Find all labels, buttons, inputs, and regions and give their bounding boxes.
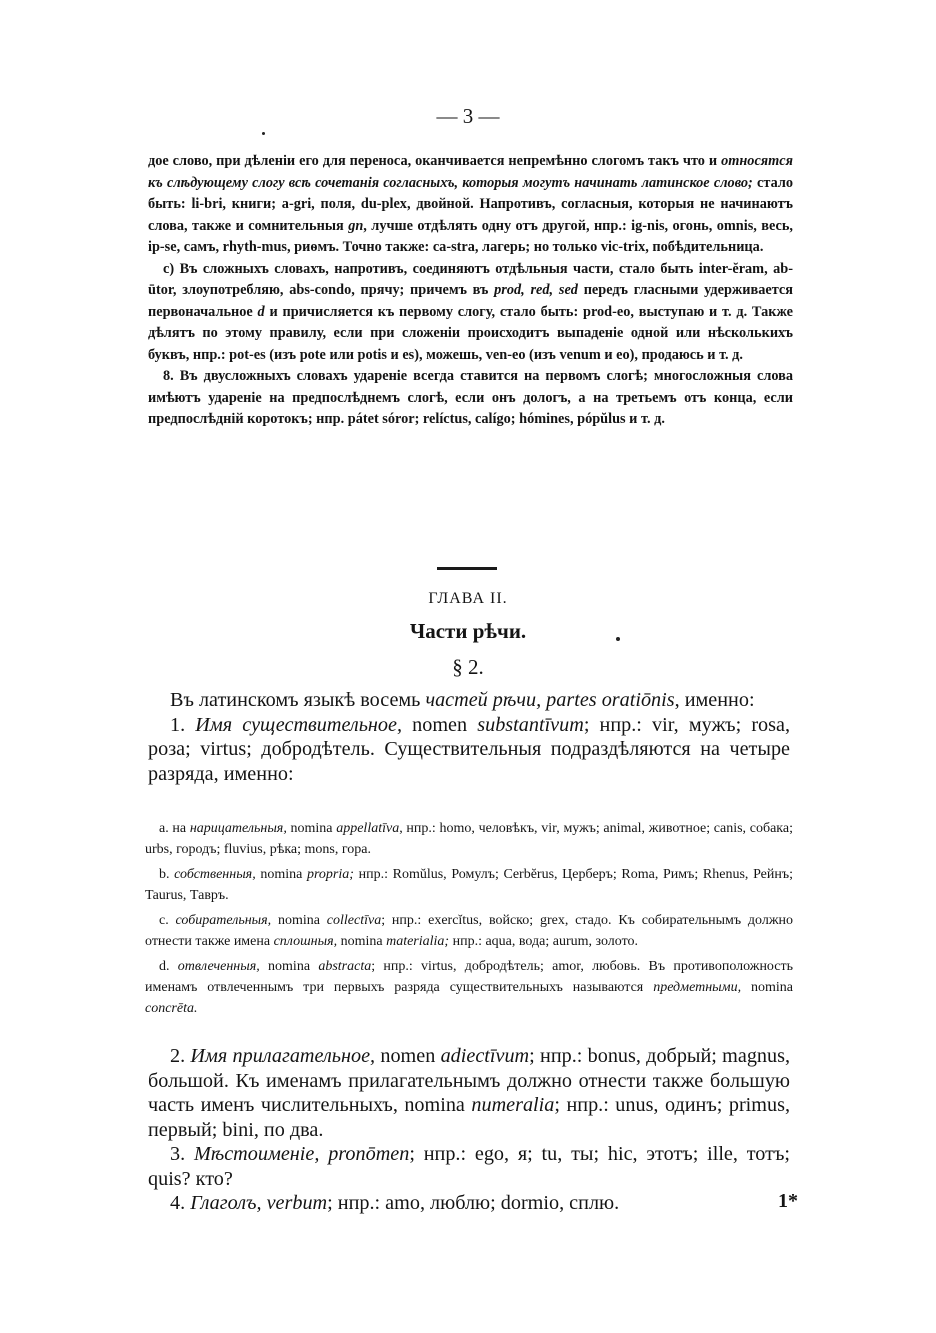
text-run: nomina [259,959,319,974]
intro-paragraph-2 [148,259,793,367]
intro-paragraph-1 [148,151,793,259]
italic-run: отвлеченныя, [177,959,260,974]
text-run: ; нпр.: unus, одинъ; primus, первый; bini, по два. [148,1094,790,1141]
intro-text [148,151,793,431]
section-divider [437,567,497,570]
italic-run: сплошныя, [273,934,338,949]
text-run: дое слово, при дѣленіи его для переноса, оканчивается непремѣнно слогомъ такъ что и [148,153,722,169]
italic-run: относятся къ слѣдующему слогу всѣ сочетанія согласныхъ, которыя могутъ начинать латинское слово; [148,153,793,191]
italic-run: Глаголъ, verbum [190,1192,328,1214]
text-run: передъ гласными удерживается первоначальное [148,282,794,320]
noun-class-c [145,910,793,952]
italic-run: appellatīva [336,821,400,836]
stray-mark [262,132,265,135]
italic-run: adiectīvum [440,1045,530,1067]
text-run: , именно: [674,689,755,711]
text-run: и причисляется къ первому слогу, стало быть: prod-eo, выступаю и т. д. Также дѣлятъ по этому правилу, если при сложеніи происходитъ выпаденіе одной или нѣсколькихъ буквъ, нпр.: pot-es (изъ pote или potis и es), можешь, ven-eo (изъ venum и eo), продаюсь и т. д. [148,303,794,363]
italic-run: prod, red, sed [494,282,578,298]
italic-run: propria; [307,867,354,882]
text-run: a. на [159,821,190,836]
text-run: 1. [170,713,196,736]
text-run: ; нпр.: exercĭtus, войско; grex, стадо. Къ собирательнымъ должно отнести также имена [145,913,793,949]
text-run: nomina [255,867,307,882]
text-run: ; нпр.: ego, я; tu, ты; hic, этотъ; ille, тотъ; quis? кто? [148,1143,790,1190]
text-run: 8. Въ двусложныхъ словахъ удареніе всегда ставится на первомъ слогѣ; многосложныя слова имѣютъ удареніе на предпослѣднемъ слогѣ, если онъ дологъ, а на третьемъ отъ конца, если предпослѣдній коротокъ; нпр. pátet sóror; relíctus, calígo; hómines, pópŭlus и т. д. [148,368,793,427]
part-verb [148,1191,790,1216]
text-run: , нпр.: homo, человѣкъ, vir, мужъ; animal, животное; canis, собака; urbs, городъ; fluvius, рѣка; mons, гора. [145,821,793,857]
italic-run: нарицательныя, [189,821,287,836]
text-run: d. [159,959,178,974]
signature-mark: 1* [778,1190,798,1212]
chapter-title: Части рѣчи. [409,619,527,643]
text-run: c) Въ сложныхъ словахъ, напротивъ, соединяютъ отдѣльныя части, стало быть inter-ĕram, ab-ūtor, злоупотребляю, abs-condo, прячу; причемъ въ [148,260,793,298]
italic-run: gn [348,217,364,234]
noun-class-a [145,818,793,860]
text-run: нпр.: aqua, вода; aurum, золото. [449,934,638,949]
text-run: 3. [170,1143,194,1165]
italic-run: предметными, [653,980,742,995]
text-run: nomina [271,913,327,928]
noun-classes [145,818,793,1023]
text-run: 2. [170,1045,191,1067]
italic-run: Мѣстоименіе, pronōmen [193,1143,410,1165]
text-run: nomina [337,934,387,949]
text-run: стало быть: li-bri, книги; a-gri, поля, du-plex, двойной. Напротивъ, согласныя, которыя не начинаютъ слова, также и сомнительныя [148,174,794,234]
italic-run: collectīva [326,913,382,928]
italic-run: Имя прилагательное, [190,1045,376,1067]
italic-run: materialia; [386,934,450,949]
italic-run: собирательныя, [175,913,272,928]
italic-run: частей рѣчи, partes oratiōnis [425,689,675,711]
text-run: 4. [170,1192,191,1214]
stray-mark [616,637,620,641]
parts-text [148,1044,790,1216]
italic-run: substantīvum [477,713,584,736]
italic-run: numeralia [471,1094,555,1116]
text-run: нпр.: Romŭlus, Ромулъ; Cerbĕrus, Церберъ; Roma, Римъ; Rhenus, Рейнъ; Taurus, Тавръ. [145,867,794,903]
main-text [148,688,790,786]
italic-run: d [257,303,265,320]
text-run: ; нпр.: amo, люблю; dormio, сплю. [327,1192,620,1214]
text-run: ; нпр.: vir, мужъ; rosa, роза; virtus; добродѣтель. Существительныя подраздѣляются на четыре разряда, именно: [148,713,791,785]
italic-run: собственныя, [174,867,256,882]
text-run: ; нпр.: virtus, добродѣтель; amor, любовь. Въ противоположность именамъ отвлеченнымъ три первыхъ разряда существительныхъ называются [145,959,793,995]
text-run: ; нпр.: bonus, добрый; magnus, большой. Къ именамъ прилагательнымъ должно отнести также большую часть именъ числительныхъ, nomina [148,1045,791,1116]
main-paragraph-1 [148,688,790,713]
italic-run: abstracta [318,959,372,974]
italic-run: concrēta. [145,1001,198,1016]
text-run: nomina [741,980,794,995]
text-run: Въ латинскомъ языкѣ восемь [170,689,426,711]
part-pronoun [148,1142,790,1191]
text-run: nomen [375,1045,441,1067]
intro-paragraph-3 [148,366,793,431]
text-run: nomen [402,713,478,736]
text-run: b. [159,867,175,882]
noun-class-d [145,956,793,1019]
chapter-label: ГЛАВА II. [428,590,508,607]
part-adjective [148,1044,790,1142]
text-run: c. [159,913,176,928]
section-sign: § 2. [452,655,484,679]
text-run: nomina [286,821,337,836]
noun-class-b [145,864,793,906]
text-run: , лучше отдѣлять одну отъ другой, нпр.: ig-nis, огонь, omnis, весь, ip-se, самъ, rhyth-mus, риѳмъ. Точно также: ca-stra, лагерь; но только vic-trix, побѣдительница. [148,217,794,255]
main-paragraph-2 [148,713,790,787]
page-number: — 3 — [436,104,500,128]
italic-run: Имя существительное, [195,713,403,736]
